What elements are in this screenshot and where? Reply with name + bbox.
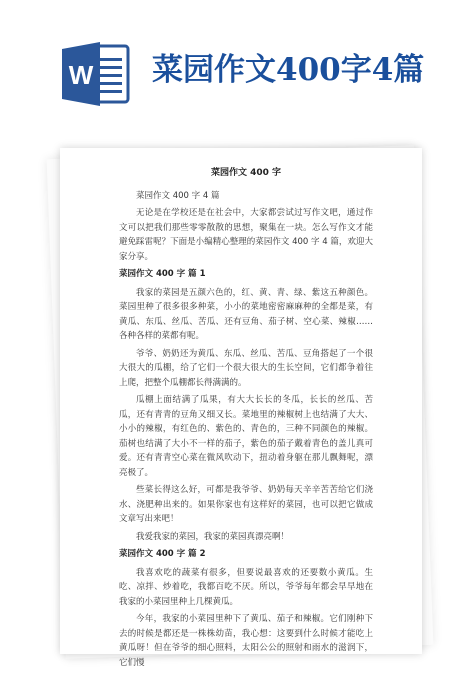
paragraph: 瓜棚上面结满了瓜果，有大大长长的冬瓜，长长的丝瓜、苦瓜，还有青青的豆角又细又长。菜地里的辣椒树上也结满了大大、小小的辣椒，有红色的、紫色的、青色的，三种不同颜色的辣椒。茄树也结满了大小不一样的茄子，紫色的茄子戴着青色的盖儿真可爱。还有青青空心菜在微风吹动下，扭动着身躯在那儿飘舞呢，漂亮极了。 [119, 395, 373, 478]
paragraph: 爷爷、奶奶还为黄瓜、东瓜、丝瓜、苦瓜、豆角搭起了一个很大很大的瓜棚，给了它们一个很大很大的生长空间，它们都争着往上爬，把整个瓜棚都长得满满的。 [119, 348, 373, 388]
section-heading-2: 菜园作文 400 字 篇 2 [119, 549, 206, 559]
section-heading-1: 菜园作文 400 字 篇 1 [119, 269, 206, 279]
paper-title: 菜园作文 400 字 [210, 168, 282, 178]
paragraph: 我爱我家的菜园，我家的菜园真漂亮啊！ [136, 531, 290, 542]
paragraph: 我家的菜园是五颜六色的，红、黄、青、绿、紫这五种颜色。菜园里种了很多很多种菜，小小的菜地密密麻麻种的全都是菜，有黄瓜、东瓜、丝瓜、苦瓜、还有豆角、茄子树、空心菜、辣椒……各种各样的菜都有呢。 [119, 287, 373, 341]
paragraph: 我喜欢吃的蔬菜有很多，但要说最喜欢的还要数小黄瓜。生吃、凉拌、炒着吃，我都百吃不厌。所以，爷爷每年都会早早地在我家的小菜园里种上几棵黄瓜。 [119, 567, 373, 607]
header [0, 0, 474, 140]
paper-subtitle: 菜园作文 400 字 4 篇 [136, 190, 220, 201]
intro-paragraph: 无论是在学校还是在社会中，大家都尝试过写作文吧，通过作文可以把我们那些零零散散的思想，聚集在一块。怎么写作文才能避免踩雷呢？下面是小编精心整理的菜园作文 400 字 4 篇，欢迎大家分享。 [119, 208, 373, 262]
word-document-icon [60, 38, 132, 110]
document-main-title: 菜园作文400字4篇 [152, 52, 425, 88]
document-content [119, 166, 373, 673]
paragraph: 些菜长得这么好，可都是我爷爷、奶奶每天辛辛苦苦给它们浇水、浇肥种出来的。如果你家也有这样好的菜园，也可以把它做成文章写出来吧！ [119, 485, 373, 524]
paragraph: 今年，我家的小菜园里种下了黄瓜、茄子和辣椒。它们刚种下去的时候是都还是一株株幼苗，我心想：这要到什么时候才能吃上黄瓜呀！但在爷爷的细心照料，太阳公公的照射和雨水的滋润下，它们慢 [119, 614, 373, 668]
document-page [60, 148, 422, 668]
word-letter: W [68, 60, 94, 90]
